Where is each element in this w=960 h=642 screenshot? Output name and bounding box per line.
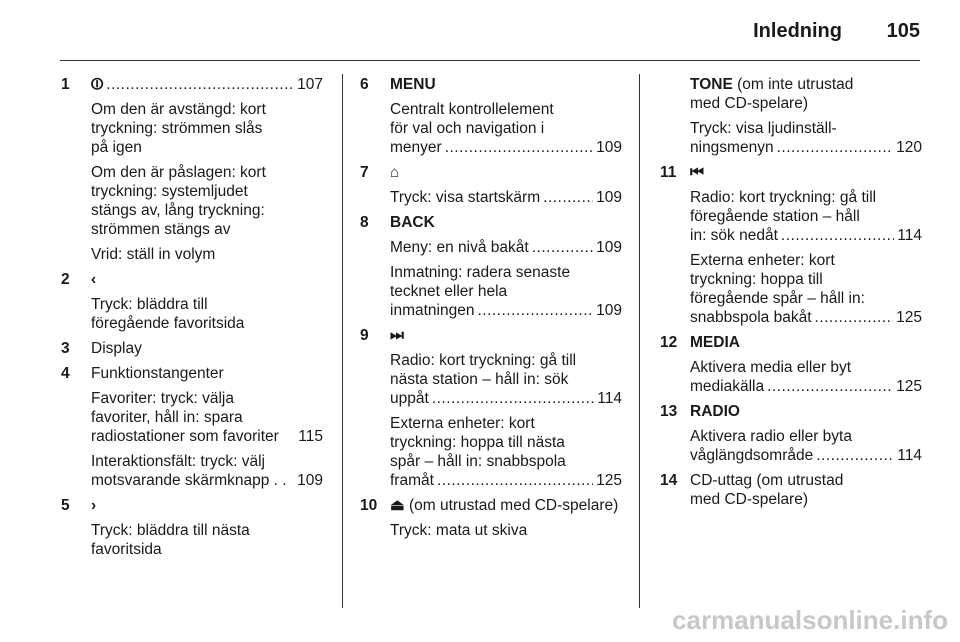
dot-leader-line [390,188,622,207]
watermark: carmanualsonline.info [672,605,948,635]
text-line: favoritsida [91,541,162,558]
text-line: CD-uttag (om utrustad [690,472,844,489]
dot-leader-line [91,427,323,446]
text-line: Aktivera radio eller byta [690,428,852,445]
entry-number: 2 [61,271,70,288]
dot-leader-line [390,389,622,408]
text-line: motsvarande skärmknapp . . [91,472,287,489]
text-line: Tryck: visa startskärm [390,189,541,206]
text-line: Radio: kort tryckning: gå till [690,189,877,206]
entry-label: Funktionstangenter [91,365,224,382]
entry-number: 6 [360,76,369,93]
entry-tone [660,75,922,157]
column-3 [660,75,922,509]
text-line: våglängdsområde [690,447,814,464]
column-2 [360,75,622,540]
text-line: Om den är påslagen: kort [91,164,266,181]
text-line: mediakälla [690,378,765,395]
entry-1 [61,75,323,264]
text-line: Radio: kort tryckning: gå till [390,352,577,369]
dot-leader-line [390,301,622,320]
entry-number: 8 [360,214,369,231]
page-number: 105 [886,20,920,42]
dot-leader-line [390,471,622,490]
text-line: med CD-spelare) [690,491,809,508]
text-line: Externa enheter: kort [690,252,835,269]
page-ref: 125 [896,378,922,395]
dot-leader-line [91,471,323,490]
dot-leader-line [690,446,922,465]
entry-number: 12 [660,334,678,351]
entry-14 [660,471,922,509]
dot-leader-line [390,138,622,157]
eject-icon: ⏏ [390,497,405,514]
text-line: Meny: en nivå bakåt [390,239,529,256]
entry-number: 1 [61,76,70,93]
text-line: spår – håll in: snabbspola [390,453,566,470]
entry-label: TONE [690,76,733,93]
page-ref: 114 [897,447,922,464]
chevron-left-icon: ‹ [91,271,97,288]
page-ref: 109 [297,472,323,489]
page-ref: 107 [297,76,323,93]
text-line: favoriter, håll in: spara [91,409,243,426]
page-ref: 120 [896,139,922,156]
entry-8 [360,213,622,320]
entry-label: MEDIA [690,334,740,351]
skip-forward-icon: ⏭ [390,327,404,344]
dot-leader-line [390,238,622,257]
page-ref: 125 [896,309,922,326]
entry-label: MENU [390,76,436,93]
page-ref: 115 [298,428,323,445]
entry-label: Display [91,340,142,357]
text-line: framåt [390,472,434,489]
text-line: tecknet eller hela [390,283,508,300]
entry-label: BACK [390,214,435,231]
text-line: föregående station – håll [690,208,860,225]
dot-leader-line [690,226,922,245]
text-line: med CD-spelare) [690,95,809,112]
entry-1-head [91,75,323,94]
dot-leader-line [690,138,922,157]
column-divider [342,74,343,608]
text-line: Favoriter: tryck: välja [91,390,234,407]
text-line: Tryck: visa ljudinställ- [690,120,837,137]
entry-number: 11 [660,164,677,181]
text-line: ningsmenyn [690,139,774,156]
text-line: nästa station – håll in: sök [390,371,569,388]
page-title: Inledning [753,20,842,42]
entry-11 [660,163,922,327]
page-header [0,0,960,62]
page-ref: 114 [597,390,622,407]
chevron-right-icon: › [91,497,97,514]
entry-label: RADIO [690,403,740,420]
entry-6 [360,75,622,157]
entry-number: 3 [61,340,70,357]
text-line: Tryck: mata ut skiva [390,522,528,539]
power-icon: ⏼ [91,76,104,93]
dot-leader-line [690,308,922,327]
page-ref: 114 [897,227,922,244]
header-rule [60,60,920,61]
text-line: stängs av, lång tryckning: [91,202,265,219]
text-line: strömmen stängs av [91,221,231,238]
page-ref: 125 [596,472,622,489]
column-divider [639,74,640,608]
text-line: Vrid: ställ in volym [91,246,216,263]
page-ref: 109 [596,139,622,156]
home-icon: ⌂ [390,164,400,181]
entry-label: (om utrustad med CD-spelare) [408,497,619,514]
dot-leader-line [690,377,922,396]
entry-number: 10 [360,497,378,514]
text-line: Aktivera media eller byt [690,359,852,376]
entry-number: 13 [660,403,678,420]
text-line: föregående favoritsida [91,315,245,332]
entry-2 [61,270,323,333]
text-line: Tryck: bläddra till [91,296,208,313]
text-line: tryckning: strömmen slås [91,120,263,137]
text-line: på igen [91,139,142,156]
entry-10 [360,496,622,540]
text-line: inmatningen [390,302,475,319]
entry-12 [660,333,922,396]
text-line: Centralt kontrollelement [390,101,554,118]
entry-1-para-1 [91,100,323,157]
entry-3 [61,339,323,358]
entry-number: 4 [61,365,70,382]
entry-5 [61,496,323,559]
text-line: för val och navigation i [390,120,545,137]
skip-back-icon: ⏮ [690,164,704,181]
text-line: tryckning: hoppa till nästa [390,434,565,451]
entry-7 [360,163,622,207]
column-1 [61,75,323,559]
entry-number: 5 [61,497,70,514]
text-line: snabbspola bakåt [690,309,812,326]
entry-13 [660,402,922,465]
text-line: menyer [390,139,442,156]
text-line: Interaktionsfält: tryck: välj [91,453,266,470]
text-line: Tryck: bläddra till nästa [91,522,250,539]
text-line: tryckning: systemljudet [91,183,248,200]
entry-9 [360,326,622,490]
text-line: in: sök nedåt [690,227,778,244]
text-line: uppåt [390,390,429,407]
entry-1-para-2 [91,163,323,239]
page-ref: 109 [596,302,622,319]
text-line: tryckning: hoppa till [690,271,823,288]
page-ref: 109 [596,239,622,256]
text-line: radiostationer som favoriter [91,428,279,445]
text-line: Externa enheter: kort [390,415,535,432]
entry-number: 9 [360,327,369,344]
entry-4 [61,364,323,490]
page-ref: 109 [596,189,622,206]
entry-number: 14 [660,472,678,489]
text-line: föregående spår – håll in: [690,290,865,307]
text-line: Inmatning: radera senaste [390,264,571,281]
text-line: (om inte utrustad [732,76,854,93]
text-line: Om den är avstängd: kort [91,101,266,118]
entry-number: 7 [360,164,369,181]
